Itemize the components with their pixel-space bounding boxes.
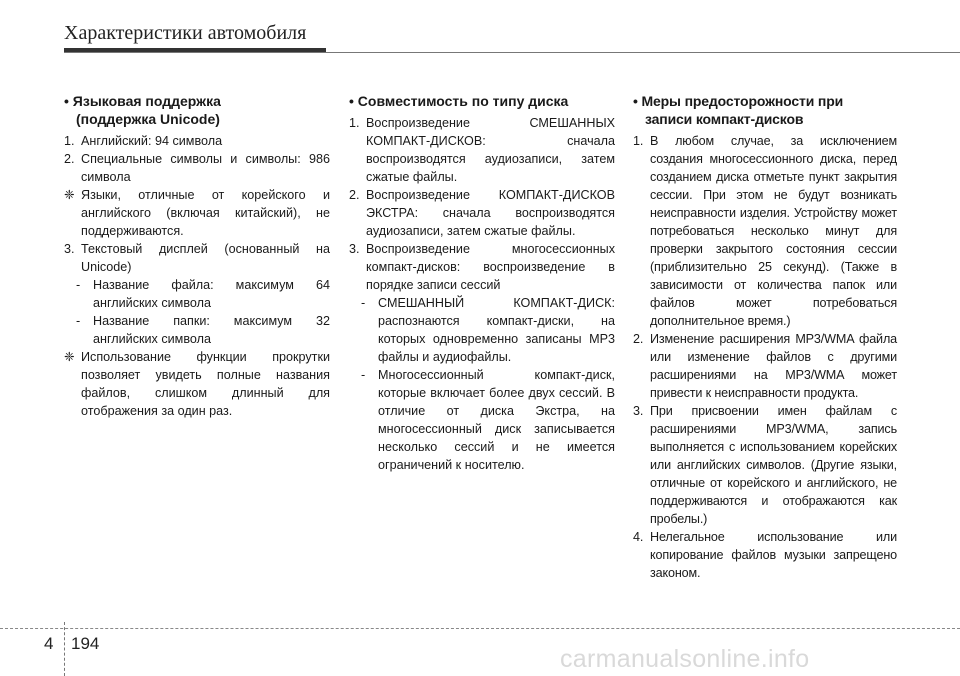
sub-item (349, 294, 615, 366)
list-item-text: Текстовый дисплей (основанный на Unicode) (81, 242, 330, 274)
list-item-text: В любом случае, за исключением создания многосессионного диска, перед созданием диска отметьте пункт закрытия сессии. При этом не будут возникать неисправности изделия. Устройству может потребоваться несколько минут для проверки закрытого состояния сессии (приблизительно 25 секунд). (Также в зависимости от количества папок или файлов может потребоваться дополнительное время.) (650, 134, 897, 328)
section-title-line2: записи компакт-дисков (645, 111, 804, 127)
section-title-language-support (64, 92, 330, 128)
section-title-line1: • Совместимость по типу диска (349, 93, 569, 109)
list-item-text: Воспроизведение КОМПАКТ-ДИСКОВ ЭКСТРА: сначала воспроизводятся аудиозаписи, затем сжатые файлы. (366, 188, 615, 238)
list-item-number: 3. (349, 242, 360, 256)
list-item-number: 1. (64, 134, 75, 148)
list-item-number: 3. (64, 242, 75, 256)
list-item-number: 1. (633, 134, 644, 148)
sub-item-text: Многосессионный компакт-диск, которые включает более двух сессий. В отличие от диска Экстра, на многосессионный диск записывается несколько сессий и не имеется ограничений к носителю. (378, 368, 615, 472)
sub-item-dash: - (361, 368, 366, 382)
list-item (633, 402, 897, 528)
list-item-number: 2. (64, 152, 75, 166)
list-item-text: При присвоении имен файлам с расширениями MP3/WMA, запись выполняется с использованием корейских или английских символов. (Другие языки, отличные от корейского и английского, не поддерживаются и отображаются как пробелы.) (650, 404, 897, 526)
list-item-text: Английский: 94 символа (81, 134, 223, 148)
section-title-burning-precautions (633, 92, 897, 128)
list-item-text: Воспроизведение многосессионных компакт-дисков: воспроизведение в порядке записи сессий (366, 242, 615, 292)
list-item-text: Воспроизведение СМЕШАННЫХ КОМПАКТ-ДИСКОВ: сначала воспроизводятся аудиозаписи, затем сжатые файлы. (366, 116, 615, 184)
section-title-line1: • Меры предосторожности при (633, 93, 844, 109)
list-item-number: 1. (349, 116, 360, 130)
column-disc-compatibility (349, 92, 615, 474)
sub-item-text: Название файла: максимум 64 английских символа (93, 278, 330, 310)
section-title-disc-compatibility (349, 92, 615, 110)
column-burning-precautions (633, 92, 897, 582)
sub-item (349, 366, 615, 474)
list-item (349, 240, 615, 294)
list-item-number: 2. (349, 188, 360, 202)
note-item (64, 348, 330, 420)
section-title-line2: (поддержка Unicode) (76, 111, 220, 127)
list-item-text: Нелегальное использование или копирование файлов музыки запрещено законом. (650, 530, 897, 580)
note-item (64, 186, 330, 240)
note-icon: ❈ (64, 350, 75, 364)
sub-item (64, 312, 330, 348)
sub-item-dash: - (76, 278, 81, 292)
note-icon: ❈ (64, 188, 75, 202)
note-text: Языки, отличные от корейского и английского (включая китайский), не поддерживаются. (81, 188, 330, 238)
list-item-number: 2. (633, 332, 644, 346)
list-item (633, 132, 897, 330)
chapter-number: 4 (44, 634, 54, 653)
watermark-text: carmanualsonline.info (560, 645, 810, 673)
header-divider (64, 52, 960, 53)
list-item (633, 528, 897, 582)
list-item (349, 186, 615, 240)
page-header-title: Характеристики автомобиля (64, 22, 307, 44)
sub-item-dash: - (76, 314, 81, 328)
footer-vertical-cut-line (64, 622, 65, 676)
note-text: Использование функции прокрутки позволяет увидеть полные названия файлов, слишком длинный для отображения за один раз. (81, 350, 330, 418)
list-item (349, 114, 615, 186)
list-item (633, 330, 897, 402)
list-item (64, 240, 330, 276)
footer-cut-line (0, 628, 960, 629)
list-item-number: 3. (633, 404, 644, 418)
sub-item-text: СМЕШАННЫЙ КОМПАКТ-ДИСК: распознаются компакт-диски, на которых одновременно записаны МР3 файлы и аудиофайлы. (378, 296, 615, 364)
sub-item-text: Название папки: максимум 32 английских символа (93, 314, 330, 346)
sub-item-dash: - (361, 296, 366, 310)
list-item (64, 132, 330, 150)
list-item-number: 4. (633, 530, 644, 544)
section-title-line1: • Языковая поддержка (64, 93, 221, 109)
page-number: 194 (71, 634, 100, 653)
list-item (64, 150, 330, 186)
column-language-support (64, 92, 330, 420)
list-item-text: Изменение расширения MP3/WMA файла или изменение файлов с другими расширениями на MP3/WMA может привести к неисправности продукта. (650, 332, 897, 400)
list-item-text: Специальные символы и символы: 986 символа (81, 152, 330, 184)
sub-item (64, 276, 330, 312)
